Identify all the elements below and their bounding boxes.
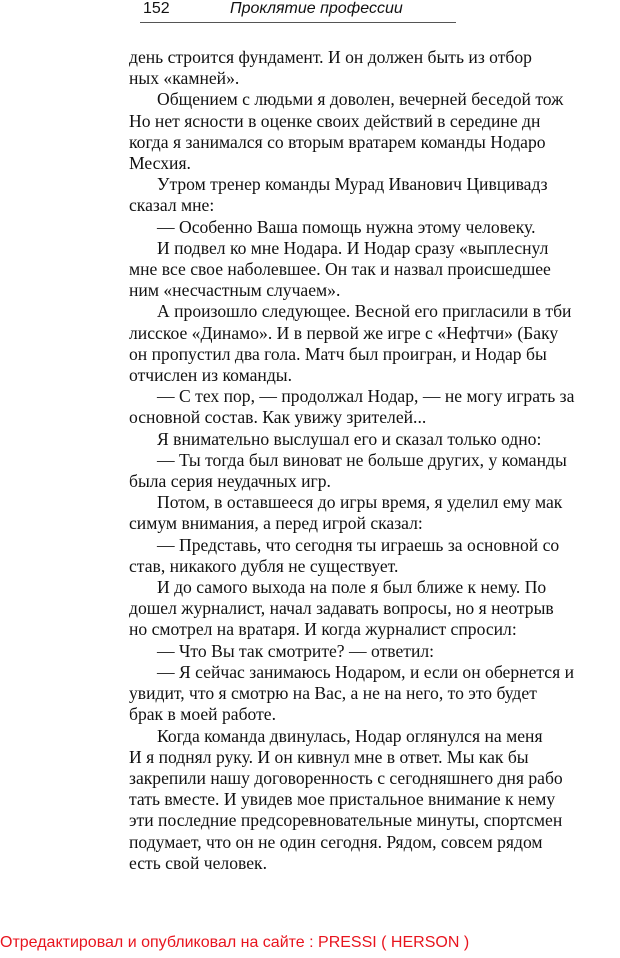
text-line: эти последние предсоревновательные минуты, спортсмен (129, 810, 563, 831)
text-line: Месхия. (129, 153, 191, 174)
text-line: И подвел ко мне Нодара. И Нодар сразу «выплеснул (157, 237, 549, 258)
text-line: — Ты тогда был виноват не больше других, у команды (157, 449, 567, 470)
page-number: 152 (143, 0, 170, 17)
text-line: — Что Вы так смотрите? — ответил: (157, 640, 435, 661)
text-line: закрепили нашу договоренность с сегодняшнего дня рабо (129, 767, 563, 788)
text-line: но смотрел на вратаря. И когда журналист спросил: (129, 619, 517, 640)
text-line: став, никакого дубля не существует. (129, 555, 399, 576)
text-line: основной состав. Как увижу зрителей... (129, 407, 427, 428)
text-line: отчислен из команды. (129, 365, 293, 386)
text-line: А произошло следующее. Весной его пригласили в тби (157, 301, 572, 322)
text-line: лисское «Динамо». И в первой же игре с «Нефтчи» (Баку (129, 322, 559, 343)
text-line: ним «несчастным случаем». (129, 280, 341, 301)
text-line: Общением с людьми я доволен, вечерней беседой тож (157, 89, 564, 110)
text-line: была серия неудачных игр. (129, 471, 331, 492)
text-line: — Представь, что сегодня ты играешь за основной со (157, 534, 560, 555)
text-line: Но нет ясности в оценке своих действий в середине дн (129, 110, 541, 131)
text-line: Потом, в оставшееся до игры время, я уделил ему мак (157, 492, 563, 513)
text-line: брак в моей работе. (129, 704, 276, 725)
text-line: Утром тренер команды Мурад Иванович Цивцивадз (157, 174, 548, 195)
text-line: тать вместе. И увидев мое пристальное внимание к нему (129, 789, 556, 810)
text-line: И до самого выхода на поле я был ближе к нему. По (157, 577, 547, 598)
text-line: мне все свое наболевшее. Он так и назвал происшедшее (129, 259, 551, 280)
text-line: Я внимательно выслушал его и сказал только одно: (157, 428, 542, 449)
text-line: Когда команда двинулась, Нодар оглянулся на меня (157, 725, 543, 746)
footer-credit: Отредактировал и опубликовал на сайте : PRESSI ( HERSON ) (0, 934, 470, 951)
text-line: дошел журналист, начал задавать вопросы, но я неотрыв (129, 598, 554, 619)
page-header (140, 0, 456, 23)
text-line: сказал мне: (129, 195, 215, 216)
text-line: увидит, что я смотрю на Вас, а не на него, то это будет (129, 683, 537, 704)
text-line: И я поднял руку. И он кивнул мне в ответ. Мы как бы (129, 746, 529, 767)
running-title: Проклятие профессии (230, 0, 403, 17)
text-line: — С тех пор, — продолжал Нодар, — не могу играть за (157, 386, 575, 407)
text-line: — Я сейчас занимаюсь Нодаром, и если он обернется и (157, 661, 575, 682)
text-line: есть свой человек. (129, 852, 267, 873)
text-line: день строится фундамент. И он должен быть из отбор (129, 47, 532, 67)
text-line: симум внимания, а перед игрой сказал: (129, 513, 423, 534)
body-text (129, 47, 619, 877)
text-line: — Особенно Ваша помощь нужна этому человеку. (157, 216, 536, 237)
text-line: когда я занимался со вторым вратарем команды Нодаро (129, 131, 546, 152)
text-line: он пропустил два гола. Матч был проигран, и Нодар бы (129, 343, 547, 364)
text-line: ных «камней». (129, 68, 240, 89)
text-line: подумает, что он не один сегодня. Рядом, совсем рядом (129, 831, 543, 852)
